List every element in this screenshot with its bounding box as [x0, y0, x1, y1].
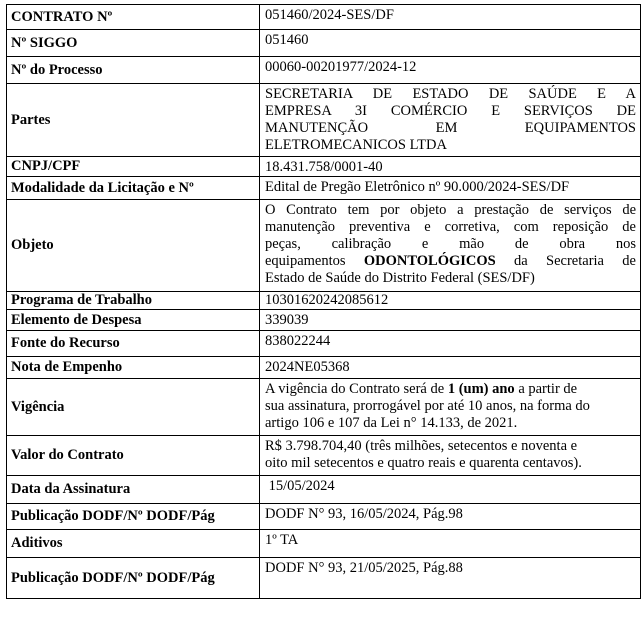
parties-line: EMPRESA 3I COMÉRCIO E SERVIÇOS DE — [265, 103, 636, 119]
table-row — [7, 57, 641, 84]
table-row — [7, 530, 641, 558]
row-value: Edital de Pregão Eletrônico nº 90.000/2024-SES/DF — [260, 177, 641, 200]
table-row — [7, 331, 641, 357]
object-line: O Contrato tem por objeto a prestação de serviços de — [265, 202, 636, 218]
table-row — [7, 200, 641, 292]
row-value: DODF N° 93, 21/05/2025, Pág.88 — [260, 558, 641, 599]
row-label: CONTRATO Nº — [7, 5, 260, 30]
object-line: manutenção preventiva e corretiva, com reposição de — [265, 219, 636, 235]
table-row — [7, 292, 641, 310]
table-row — [7, 177, 641, 200]
row-value: 051460/2024-SES/DF — [260, 5, 641, 30]
row-label: Publicação DODF/Nº DODF/Pág — [7, 558, 260, 599]
row-value: 339039 — [260, 310, 641, 331]
row-value: 15/05/2024 — [260, 476, 641, 504]
row-value: 00060-00201977/2024-12 — [260, 57, 641, 84]
object-highlight: ODONTOLÓGICOS — [363, 253, 496, 269]
table-row — [7, 30, 641, 57]
row-value: 18.431.758/0001-40 — [260, 157, 641, 177]
row-value: 051460 — [260, 30, 641, 57]
row-label: CNPJ/CPF — [7, 157, 260, 177]
row-label: Partes — [7, 84, 260, 157]
contract-table — [6, 4, 641, 599]
table-row — [7, 5, 641, 30]
row-label: Elemento de Despesa — [7, 310, 260, 331]
table-row — [7, 558, 641, 599]
row-label: Nota de Empenho — [7, 357, 260, 379]
parties-line: MANUTENÇÃO EM EQUIPAMENTOS — [265, 120, 636, 136]
table-row — [7, 310, 641, 331]
table-row — [7, 157, 641, 177]
table-row — [7, 504, 641, 530]
object-line: equipamentos ODONTOLÓGICOS da Secretaria de — [265, 253, 636, 269]
row-label: Modalidade da Licitação e Nº — [7, 177, 260, 200]
object-line: Estado de Saúde do Distrito Federal (SES/DF) — [265, 270, 535, 286]
table-row — [7, 379, 641, 436]
row-value: A vigência do Contrato será de 1 (um) ano a partir de sua assinatura, prorrogável por até 10 anos, na forma do artigo 106 e 107 da Lei n° 14.133, de 2021. — [260, 379, 641, 436]
object-line: peças, calibração e mão de obra nos — [265, 236, 636, 252]
row-label: Objeto — [7, 200, 260, 292]
table-row — [7, 476, 641, 504]
row-label: Aditivos — [7, 530, 260, 558]
row-value: DODF N° 93, 16/05/2024, Pág.98 — [260, 504, 641, 530]
row-value: 1º TA — [260, 530, 641, 558]
table-row — [7, 84, 641, 157]
row-value — [260, 84, 641, 157]
table-row — [7, 436, 641, 476]
row-value: 838022244 — [260, 331, 641, 357]
row-label: Fonte do Recurso — [7, 331, 260, 357]
row-label: Valor do Contrato — [7, 436, 260, 476]
term-highlight: 1 (um) ano — [447, 381, 515, 397]
row-value: 10301620242085612 — [260, 292, 641, 310]
row-label: Publicação DODF/Nº DODF/Pág — [7, 504, 260, 530]
row-value: 2024NE05368 — [260, 357, 641, 379]
row-value — [260, 200, 641, 292]
row-label: Nº do Processo — [7, 57, 260, 84]
parties-line: SECRETARIA DE ESTADO DE SAÚDE E A — [265, 86, 636, 102]
row-value: R$ 3.798.704,40 (três milhões, setecentos e noventa e oito mil setecentos e quatro reais e quarenta centavos). — [260, 436, 641, 476]
parties-line: ELETROMECANICOS LTDA — [265, 137, 447, 153]
row-label: Data da Assinatura — [7, 476, 260, 504]
table-row — [7, 357, 641, 379]
row-label: Programa de Trabalho — [7, 292, 260, 310]
row-label: Nº SIGGO — [7, 30, 260, 57]
row-label: Vigência — [7, 379, 260, 436]
